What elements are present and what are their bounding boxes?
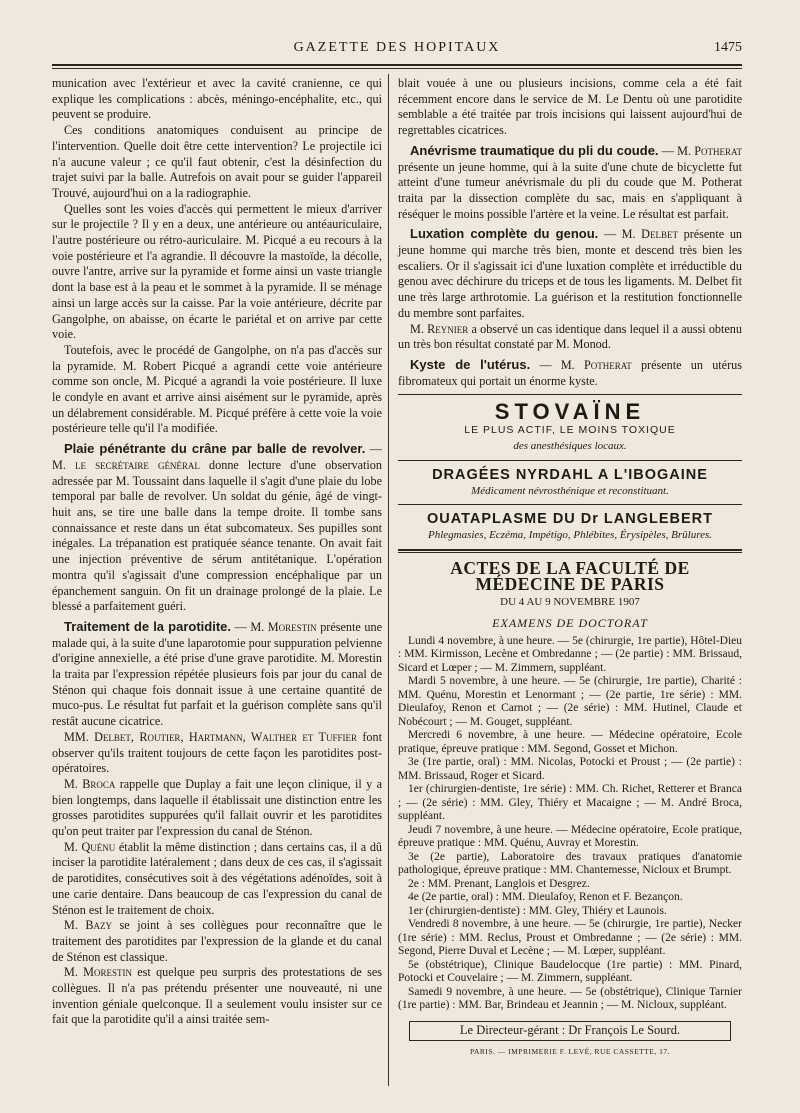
section-paragraph xyxy=(52,619,382,730)
exam-entry: 5e (obstétrique), Clinique Baudelocque (1re partie) : MM. Pinard, Potocki et Couvelaire ; — M. Zimmern, suppléant. xyxy=(398,958,742,985)
page-number: 1475 xyxy=(714,40,742,55)
author: — M. Morestin xyxy=(231,619,317,634)
author: — M. Potherat xyxy=(530,357,632,372)
exam-entry: 1er (chirurgien-dentiste) : MM. Gley, Thiéry et Launois. xyxy=(408,904,667,917)
paragraph xyxy=(52,965,382,1028)
section-text: présente un jeune homme, qui à la suite d'une chute de bicyclette fut atteint d'une tumeur anévrismale du pli du coude que M. Potherat traita par la dissection complète du sac, mais en s'appliquant à réséquer le moins possible l'artère et la veine. Le résultat est parfait. xyxy=(398,159,742,221)
paragraph: Toutefois, avec le procédé de Gangolphe, on n'a pas d'accès sur la pyramide. M. Robert Picqué a agrandi cette voie antérieure comme son oncle, M. Picqué a agrandi la voie postérieure. Il luxe le condyle en avant et arrive ainsi aisément sur le pyramide, après un délabrement considérable. M. Picqué préfère à cette voie la voie postérieure telle qu'il l'a modifiée. xyxy=(52,342,382,436)
exam-entry: 2e : MM. Prenant, Langlois et Desgrez. xyxy=(408,877,590,890)
section-paragraph xyxy=(398,226,742,321)
section-heading: Luxation complète du genou. xyxy=(410,226,599,242)
paragraph: munication avec l'extérieur et avec la cavité cranienne, ce qui explique les complications : abcès, méningo-encéphalite, etc., qui peuvent se produire. xyxy=(52,76,382,122)
paragraph: Ces conditions anatomiques conduisent au principe de l'intervention. Quelle doit être cette intervention? Le projectile ici n'a aucune valeur ; ce qu'il faut obtenir, c'est la désinfection du trajet suivi par la balle. Autrefois on avait pour se guider l'appareil Trouvé, aujourd'hui on a la radiographie. xyxy=(52,123,382,200)
paragraph-text: est quelque peu surpris des protestations de ses collègues. Il n'a pas prétendu présenter une nouveauté, ni une invention géniale quelconque. Il a seulement voulu insister sur ce fait que la parotidite qu'il a ainsi traitée sem- xyxy=(52,965,382,1027)
paragraph-text: établit la même distinction ; dans certains cas, il a dû inciser la parotidite latéralement ; dans deux de ces cas, il s'agissait de parotidites, consécutives soit à des végétations adénoïdes, soit à une carie dentaire. Dans beaucoup de cas l'expression du canal de Sténon est le traitement de choix. xyxy=(52,839,383,917)
author: MM. Delbet, Routier, Hartmann, Walther et Tuffier xyxy=(64,729,357,744)
section-text: présente un jeune homme qui marche très bien, monte et descend très bien les escaliers. Or il s'agissait ici d'une luxation complète et irréductible du genou avec déchirure du triceps et de tous les ligaments. M. Delbet fit une très large arthrotomie. La guérison et la restitution fonctionnelle du membre sont parfaites. xyxy=(398,227,743,320)
exam-entry: 3e (2e partie), Laboratoire des travaux pratiques d'anatomie pathologique, épreuve pratique : MM. Chantemesse, Nicloux et Brumpt. xyxy=(398,850,742,877)
section-text: donne lecture d'une observation adressée par M. Toussaint dans laquelle il s'agit d'une plaie du lobe temporal par balle de revolver. Un soldat du génie, âgé de vingt-huit ans, se tire une balle dans la tempe droite. Il tombe sans connaissance et reste dans un état subcomateux. Ses pupilles sont inégales. La trépanation est pratiquée séance tenante. On avait fait une injection préventive de sérum antitétanique. L'opération montra qu'il s'agissait d'une compression encéphalique par un épanchement sanguin. On fit un drainage prolongé de la plaie. Le blessé a parfaitement guéri. xyxy=(52,457,382,614)
exam-entry: Lundi 4 novembre, à une heure. — 5e (chirurgie, 1re partie), Hôtel-Dieu : MM. Kirmisson, Lecène et Ombredanne ; — (2e partie) : MM. Brissaud, Sicard et Lœper ; — M. Zimmern, suppléant. xyxy=(398,634,742,674)
section-text: présente une malade qui, à la suite d'une laparotomie pour suppuration pelvienne d'origine annexielle, a été prise d'une grave parotidite. M. Morestin la traita par l'expression répétée plusieurs fois par jour du canal de Sténon qui chaque fois donnait issue à une certaine quantité de muco-pus. Le résultat fut parfait et la guérison complète sans qu'il restât aucune cicatrice. xyxy=(52,619,382,729)
paragraph xyxy=(52,918,382,965)
author: M. Bazy xyxy=(64,918,113,933)
section-paragraph xyxy=(52,441,382,615)
section-text: présente un utérus fibromateux qui portait un énorme kyste. xyxy=(398,357,742,388)
advertisement-stovaine xyxy=(398,401,742,454)
ad-subtitle: LE PLUS ACTIF, LE MOINS TOXIQUE xyxy=(464,424,676,437)
section-heading: Anévrisme traumatique du pli du coude. xyxy=(410,142,659,158)
paragraph-text: se joint à ses collègues pour reconnaître que le traitement des parotidites par l'expression de la glande et du canal de Sténon est classique. xyxy=(52,918,382,964)
author: M. Broca xyxy=(64,776,116,791)
left-column xyxy=(52,76,382,1028)
divider xyxy=(398,504,742,505)
printer-imprint: PARIS. — IMPRIMERIE F. LEVÉ, RUE CASSETTE, 17. xyxy=(469,1046,671,1056)
advertisement-ouataplasme xyxy=(398,511,742,544)
exam-entry: Mardi 5 novembre, à une heure. — 5e (chirurgie, 1re partie), Charité : MM. Quénu, Morestin et Lenormant ; — (2e partie, 1re série) : MM. Dieulafoy, Renon et Carnot ; — (2e série) : MM. Hutinel, Claude et Nobécourt ; — M. Gouget, suppléant. xyxy=(398,675,742,728)
divider xyxy=(398,394,742,395)
divider xyxy=(398,549,742,553)
acts-title: ACTES DE LA FACULTÉ DE MÉDECINE DE PARIS xyxy=(450,558,690,594)
paragraph-text: a observé un cas identique dans lequel il a aussi obtenu un très bon résultat constaté par M. Monod. xyxy=(398,321,742,352)
paragraph xyxy=(52,840,382,919)
advertisement-dragees xyxy=(398,467,742,500)
divider xyxy=(398,460,742,461)
exam-entry: Samedi 9 novembre, à une heure. — 5e (obstétrique), Clinique Tarnier (1re partie) : MM. Bar, Brindeau et Jeannin ; — M. Nicloux, suppléant. xyxy=(398,985,742,1012)
section-paragraph xyxy=(398,143,742,223)
exam-entry: Vendredi 8 novembre, à une heure. — 5e (chirurgie, 1re partie), Necker (1re série) : MM. Reclus, Proust et Ombredanne ; — (2e série) : MM. Segond, Pierre Duval et Lecène ; — M. Lœper, suppléant. xyxy=(398,918,742,958)
paragraph xyxy=(52,730,382,777)
exam-entry: 3e (1re partie, oral) : MM. Nicolas, Potocki et Proust ; — (2e partie) : MM. Brissaud, Roger et Sicard. xyxy=(398,756,742,782)
paragraph: blait vouée à une ou plusieurs incisions, comme cela a été fait récemment encore dans le service de M. Le Dentu où une parotidite semblable a été traitée par trois incisions qui laissent aujourd'hui de regrettables cicatrices. xyxy=(398,76,742,138)
author: — M. Delbet xyxy=(598,227,678,242)
running-title: GAZETTE DES HOPITAUX xyxy=(293,40,501,55)
ad-tagline: Phlegmasies, Eczéma, Impétigo, Phlébites, Érysipèles, Brûlures. xyxy=(427,529,712,542)
director-signature: Le Directeur-gérant : Dr François Le Sourd. xyxy=(409,1021,731,1041)
paragraph-text: rappelle que Duplay a fait une leçon clinique, il y a bien longtemps, dans laquelle il établissait une distinction entre les grosses parotidites suppurées qu'il fallait ouvrir et les parotidites qu'on peut traiter par l'expression du canal de Sténon. xyxy=(52,776,382,839)
exam-title: EXAMENS DE DOCTORAT xyxy=(492,616,648,631)
author: — M. le secrétaire général xyxy=(52,442,382,472)
header-rule xyxy=(52,64,742,69)
paragraph xyxy=(52,777,382,840)
page-header xyxy=(52,38,742,62)
right-column xyxy=(398,76,742,1059)
ad-tagline: Médicament névrosthénique et reconstituant. xyxy=(471,484,669,497)
acts-date: DU 4 AU 9 NOVEMBRE 1907 xyxy=(500,595,640,608)
paragraph xyxy=(398,322,742,353)
author: M. Morestin xyxy=(64,965,132,980)
section-paragraph xyxy=(398,357,742,389)
ad-tagline: des anesthésiques locaux. xyxy=(513,440,627,453)
paragraph-text: font observer qu'ils traitent toujours de cette façon les parotidites post-opératoires. xyxy=(52,729,382,776)
exam-entry: 1er (chirurgien-dentiste, 1re série) : MM. Ch. Richet, Retterer et Branca ; — (2e série) : MM. Gley, Thiéry et Macaigne ; — M. André Broca, suppléant. xyxy=(398,783,742,823)
author: M. Reynier xyxy=(410,321,469,336)
exam-entry: Mercredi 6 novembre, à une heure. — Médecine opératoire, Ecole pratique, épreuve pratique : MM. Segond, Gosset et Michon. xyxy=(398,729,742,755)
section-heading: Plaie pénétrante du crâne par balle de revolver. xyxy=(64,441,366,457)
exam-entry: 4e (2e partie, oral) : MM. Dieulafoy, Renon et F. Bezançon. xyxy=(408,891,683,904)
column-divider xyxy=(388,74,389,1086)
author: M. Quénu xyxy=(64,839,116,854)
paragraph: Quelles sont les voies d'accès qui permettent le mieux d'arriver sur le projectile ? Il y en a deux, une antérieure ou antéauriculaire, l'autre postérieure ou rétro-auriculaire. M. Picqué a eu recours à la voie postérieure et l'a agrandie. Il découvre la mastoïde, la décolle, ouvre l'antre, arrive sur la pyramide et forme ainsi un vaste triangle dont la base est à la peau et le sommet à la pyramide. Il se ménage ainsi un large accès sur la caisse. Par la voie antérieure, décrite par Gangolphe, on abaisse, on écarte le pariétal et on arrive par cette voie. xyxy=(52,201,382,342)
exam-entry: Jeudi 7 novembre, à une heure. — Médecine opératoire, Ecole pratique, épreuve pratique : MM. Quénu, Auvray et Morestin. xyxy=(398,823,742,850)
ad-title: STOVAÏNE xyxy=(494,399,646,425)
section-heading: Traitement de la parotidite. xyxy=(64,618,232,634)
ad-title: OUATAPLASME DU Dr LANGLEBERT xyxy=(426,511,714,528)
author: — M. Potherat xyxy=(658,143,742,158)
section-heading: Kyste de l'utérus. xyxy=(410,356,531,372)
ad-title: DRAGÉES NYRDAHL A L'IBOGAINE xyxy=(432,466,708,483)
